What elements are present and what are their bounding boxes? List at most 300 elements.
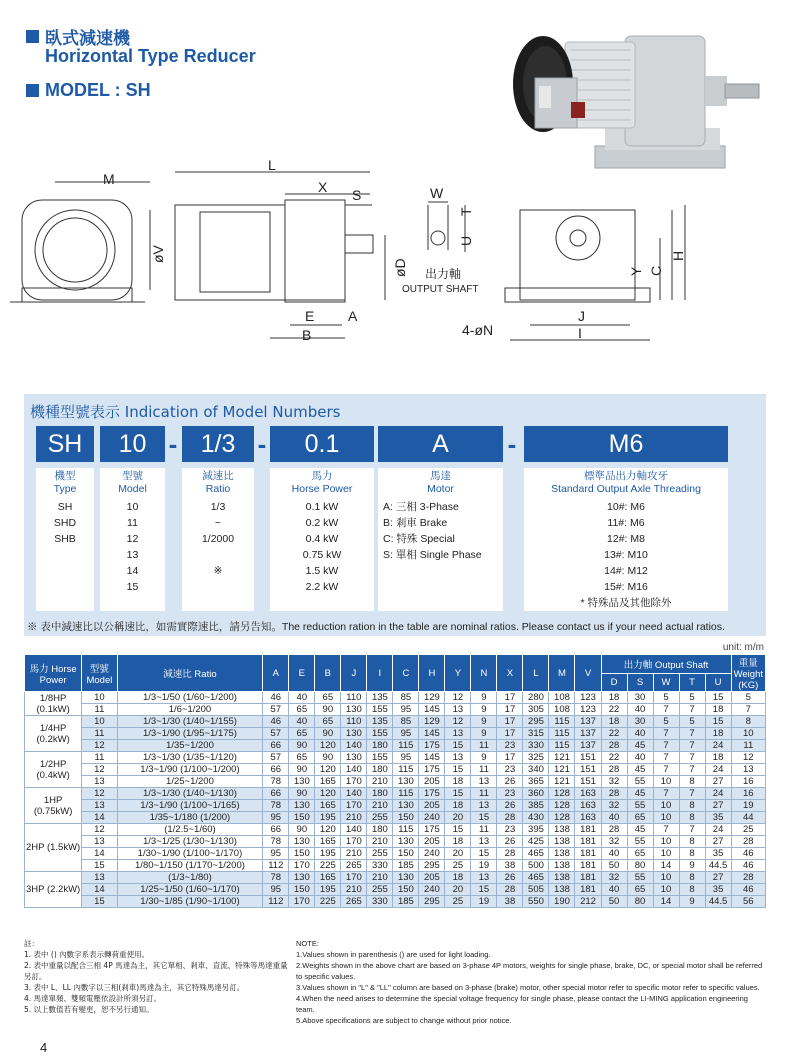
value-cell: 7 xyxy=(653,728,679,740)
value-cell: 180 xyxy=(367,764,393,776)
value-cell: 7 xyxy=(653,740,679,752)
value-cell: 180 xyxy=(367,740,393,752)
value-cell: 18 xyxy=(705,752,731,764)
value-cell: 155 xyxy=(367,704,393,716)
code-dash-2: - xyxy=(257,428,267,459)
value-cell: 138 xyxy=(549,836,575,848)
value-cell: 137 xyxy=(575,728,601,740)
hp-value: 0.1 kW xyxy=(305,501,339,513)
value-cell: 165 xyxy=(315,836,341,848)
value-cell: 175 xyxy=(419,824,445,836)
table-row xyxy=(25,812,766,824)
value-cell: 18 xyxy=(601,716,627,728)
value-cell: 19 xyxy=(471,896,497,908)
col-motor-zh: 馬達 xyxy=(430,470,451,482)
ratio-note: ※ 表中減速比以公稱速比，如需實際速比，請另告知。The reduction ration in the table are nominal ratios. Please contact us if your need actual ratios. xyxy=(27,621,725,633)
value-cell: 90 xyxy=(289,824,315,836)
value-cell: 95 xyxy=(393,704,419,716)
value-cell: 130 xyxy=(341,728,367,740)
dim-label-m: M xyxy=(103,171,115,187)
value-cell: 46 xyxy=(731,884,765,896)
value-cell: 27 xyxy=(705,776,731,788)
value-cell: 28 xyxy=(601,824,627,836)
code-threading: M6 xyxy=(524,426,728,462)
title-zh: 臥式減速機 xyxy=(45,29,130,49)
th-dim: C xyxy=(393,655,419,692)
value-cell: 28 xyxy=(731,872,765,884)
ratio-cell: 1/80~1/150 (1/170~1/200) xyxy=(117,860,263,872)
ratio-cell: 1/35~1/180 (1/200) xyxy=(117,812,263,824)
dim-label-l: L xyxy=(268,160,276,173)
type-value: SHB xyxy=(54,533,76,545)
value-cell: 190 xyxy=(549,896,575,908)
value-cell: 35 xyxy=(705,848,731,860)
value-cell: 155 xyxy=(367,752,393,764)
model-value: 11 xyxy=(127,517,138,529)
value-cell: 18 xyxy=(705,728,731,740)
motor-value: C: 特殊 Special xyxy=(383,533,455,545)
value-cell: 170 xyxy=(341,776,367,788)
code-dash-3: - xyxy=(507,428,517,459)
th-ratio: 減速比 Ratio xyxy=(117,655,263,692)
code-model: 10 xyxy=(100,426,165,462)
dim-label-e: E xyxy=(305,308,315,324)
th-shaft: S xyxy=(627,674,653,692)
value-cell: 395 xyxy=(523,824,549,836)
value-cell: 130 xyxy=(289,872,315,884)
value-cell: 16 xyxy=(731,788,765,800)
value-cell: 150 xyxy=(289,848,315,860)
value-cell: 175 xyxy=(419,764,445,776)
value-cell: 9 xyxy=(471,704,497,716)
value-cell: 115 xyxy=(393,764,419,776)
model-label: MODEL : SH xyxy=(45,80,151,100)
value-cell: 240 xyxy=(419,884,445,896)
table-row xyxy=(25,704,766,716)
value-cell: 13 xyxy=(471,776,497,788)
value-cell: 90 xyxy=(289,788,315,800)
code-ratio: 1/3 xyxy=(182,426,254,462)
th-dim: Y xyxy=(445,655,471,692)
note-zh-line: 3. 表中 L、LL 內數字以三相(剎車)馬達為主，其它特殊馬達另訂。 xyxy=(24,983,245,992)
th-model: 型號 Model xyxy=(82,655,117,692)
note-en-line: 4.When the need arises to determine the special voltage frequency for single phase, please contact the LI-MING application engineering team. xyxy=(296,994,748,1014)
value-cell: 32 xyxy=(601,776,627,788)
value-cell: 80 xyxy=(627,860,653,872)
value-cell: 195 xyxy=(315,848,341,860)
value-cell: 210 xyxy=(367,776,393,788)
value-cell: 23 xyxy=(497,824,523,836)
value-cell: 180 xyxy=(367,824,393,836)
value-cell: 22 xyxy=(601,728,627,740)
col-ratio-zh: 減速比 xyxy=(202,470,234,482)
unit-label: unit: m/m xyxy=(722,642,764,653)
value-cell: 13 xyxy=(471,836,497,848)
note-zh-line: 4. 馬達單頻、雙頻電壓依設計所須另訂。 xyxy=(24,994,162,1003)
value-cell: 80 xyxy=(627,896,653,908)
value-cell: 120 xyxy=(315,740,341,752)
value-cell: 170 xyxy=(341,836,367,848)
hp-value: 2.2 kW xyxy=(305,581,339,593)
value-cell: 46 xyxy=(263,692,289,704)
value-cell: 255 xyxy=(367,884,393,896)
value-cell: 65 xyxy=(627,812,653,824)
dim-label-u: U xyxy=(458,235,474,246)
value-cell: 65 xyxy=(289,704,315,716)
thread-value: 14#: M12 xyxy=(604,565,648,577)
value-cell: 210 xyxy=(367,800,393,812)
col-hp-zh: 馬力 xyxy=(311,470,333,482)
value-cell: 25 xyxy=(445,896,471,908)
value-cell: 165 xyxy=(315,776,341,788)
model-cell: 12 xyxy=(82,764,117,776)
hp-cell: 2HP (1.5kW) xyxy=(25,824,82,872)
value-cell: 15 xyxy=(471,812,497,824)
note-zh-line: 2. 表中重量以配合三相 4P 馬達為主，其它單相、剎車、直流、特殊等馬達重量另訂。 xyxy=(24,961,288,981)
value-cell: 65 xyxy=(627,884,653,896)
model-value: 10 xyxy=(126,501,139,513)
value-cell: 150 xyxy=(393,884,419,896)
table-row xyxy=(25,872,766,884)
value-cell: 130 xyxy=(341,704,367,716)
value-cell: 90 xyxy=(289,764,315,776)
value-cell: 130 xyxy=(393,872,419,884)
th-dim: X xyxy=(497,655,523,692)
value-cell: 110 xyxy=(341,692,367,704)
dim-label-t: T xyxy=(458,207,474,216)
hp-cell: 1/8HP (0.1kW) xyxy=(25,692,82,716)
value-cell: 130 xyxy=(393,800,419,812)
dim-label-i: I xyxy=(578,325,582,341)
th-shaft: D xyxy=(601,674,627,692)
th-dim: H xyxy=(419,655,445,692)
note-en-line: 1.Values shown in parenthesis () are used for light loading. xyxy=(296,950,491,959)
value-cell: 205 xyxy=(419,836,445,848)
th-shaft: T xyxy=(679,674,705,692)
dim-label-a: A xyxy=(348,308,358,324)
value-cell: 121 xyxy=(549,764,575,776)
code-type: SH xyxy=(36,426,94,462)
value-cell: 16 xyxy=(731,776,765,788)
value-cell: 7 xyxy=(679,728,705,740)
value-cell: 28 xyxy=(601,788,627,800)
value-cell: 23 xyxy=(497,740,523,752)
th-dim: E xyxy=(289,655,315,692)
value-cell: 181 xyxy=(575,860,601,872)
value-cell: 32 xyxy=(601,800,627,812)
value-cell: 145 xyxy=(419,728,445,740)
col-ratio xyxy=(182,468,254,611)
ratio-value: 1/2000 xyxy=(201,533,235,545)
value-cell: 23 xyxy=(497,788,523,800)
value-cell: 14 xyxy=(653,860,679,872)
ratio-cell: 1/30~1/85 (1/90~1/100) xyxy=(117,896,263,908)
value-cell: 7 xyxy=(653,788,679,800)
value-cell: 8 xyxy=(679,836,705,848)
title-en: Horizontal Type Reducer xyxy=(45,46,256,66)
value-cell: 138 xyxy=(549,824,575,836)
value-cell: 295 xyxy=(523,716,549,728)
table-row xyxy=(25,728,766,740)
table-row xyxy=(25,836,766,848)
model-cell: 12 xyxy=(82,740,117,752)
value-cell: 45 xyxy=(627,824,653,836)
value-cell: 46 xyxy=(263,716,289,728)
dim-label-d: øD xyxy=(392,258,408,277)
value-cell: 8 xyxy=(679,872,705,884)
value-cell: 40 xyxy=(627,752,653,764)
value-cell: 40 xyxy=(627,704,653,716)
hp-cell: 1HP (0.75kW) xyxy=(25,788,82,824)
value-cell: 66 xyxy=(263,788,289,800)
value-cell: 205 xyxy=(419,800,445,812)
col-type xyxy=(36,468,94,611)
model-square-icon xyxy=(26,84,39,97)
code-horse-power: 0.1 xyxy=(270,426,374,462)
value-cell: 181 xyxy=(575,872,601,884)
value-cell: 108 xyxy=(549,704,575,716)
value-cell: 85 xyxy=(393,716,419,728)
value-cell: 210 xyxy=(367,872,393,884)
value-cell: 19 xyxy=(471,860,497,872)
value-cell: 9 xyxy=(679,896,705,908)
value-cell: 7 xyxy=(679,788,705,800)
value-cell: 95 xyxy=(393,752,419,764)
thread-note: * 特殊品及其他除外 xyxy=(580,597,672,609)
table-row xyxy=(25,740,766,752)
value-cell: 11 xyxy=(471,824,497,836)
col-model-en: Model xyxy=(118,483,147,495)
value-cell: 13 xyxy=(731,764,765,776)
model-cell: 14 xyxy=(82,812,117,824)
value-cell: 8 xyxy=(679,776,705,788)
value-cell: 165 xyxy=(315,872,341,884)
value-cell: 140 xyxy=(341,824,367,836)
ratio-cell: 1/3~1/90 (1/100~1/165) xyxy=(117,800,263,812)
value-cell: 205 xyxy=(419,776,445,788)
value-cell: 5 xyxy=(653,716,679,728)
value-cell: 8 xyxy=(679,884,705,896)
value-cell: 11 xyxy=(731,740,765,752)
value-cell: 305 xyxy=(523,704,549,716)
model-cell: 14 xyxy=(82,848,117,860)
value-cell: 85 xyxy=(393,692,419,704)
value-cell: 120 xyxy=(315,764,341,776)
ratio-cell: 1/3~1/30 (1/35~1/120) xyxy=(117,752,263,764)
value-cell: 10 xyxy=(653,836,679,848)
value-cell: 55 xyxy=(627,872,653,884)
model-cell: 10 xyxy=(82,692,117,704)
ratio-cell: 1/30~1/90 (1/100~1/170) xyxy=(117,848,263,860)
ratio-cell: 1/3~1/30 (1/40~1/155) xyxy=(117,716,263,728)
model-value: 15 xyxy=(126,581,139,593)
thread-value: 13#: M10 xyxy=(604,549,648,561)
value-cell: 78 xyxy=(263,872,289,884)
th-dim: I xyxy=(367,655,393,692)
value-cell: 17 xyxy=(497,704,523,716)
value-cell: 32 xyxy=(601,872,627,884)
value-cell: 66 xyxy=(263,824,289,836)
value-cell: 165 xyxy=(315,800,341,812)
value-cell: 44.5 xyxy=(705,860,731,872)
value-cell: 7 xyxy=(653,752,679,764)
value-cell: 195 xyxy=(315,812,341,824)
value-cell: 123 xyxy=(575,692,601,704)
value-cell: 330 xyxy=(523,740,549,752)
value-cell: 13 xyxy=(445,728,471,740)
value-cell: 210 xyxy=(341,812,367,824)
table-row xyxy=(25,860,766,872)
table-row xyxy=(25,800,766,812)
value-cell: 40 xyxy=(601,812,627,824)
value-cell: 90 xyxy=(315,752,341,764)
value-cell: 57 xyxy=(263,704,289,716)
value-cell: 28 xyxy=(497,848,523,860)
value-cell: 78 xyxy=(263,776,289,788)
value-cell: 55 xyxy=(627,836,653,848)
hp-cell: 1/4HP (0.2kW) xyxy=(25,716,82,752)
type-value: SHD xyxy=(53,517,77,529)
value-cell: 550 xyxy=(523,896,549,908)
thread-value: 15#: M16 xyxy=(604,581,648,593)
model-row xyxy=(26,80,151,101)
ratio-cell: (1/3~1/80) xyxy=(117,872,263,884)
dim-label-v: øV xyxy=(150,245,166,263)
note-en-line: NOTE: xyxy=(296,939,319,948)
ratio-cell: 1/25~1/50 (1/60~1/170) xyxy=(117,884,263,896)
value-cell: 15 xyxy=(445,740,471,752)
value-cell: 28 xyxy=(731,836,765,848)
dimension-drawing xyxy=(0,160,790,360)
value-cell: 18 xyxy=(445,872,471,884)
dim-label-x: X xyxy=(318,179,328,195)
ratio-value xyxy=(182,547,254,563)
value-cell: 212 xyxy=(575,896,601,908)
model-cell: 11 xyxy=(82,704,117,716)
ratio-cell: 1/3~1/90 (1/100~1/200) xyxy=(117,764,263,776)
value-cell: 15 xyxy=(471,848,497,860)
table-row xyxy=(25,824,766,836)
value-cell: 10 xyxy=(653,812,679,824)
value-cell: 28 xyxy=(497,884,523,896)
col-horse-power xyxy=(270,468,374,611)
value-cell: 8 xyxy=(679,812,705,824)
value-cell: 95 xyxy=(263,848,289,860)
value-cell: 128 xyxy=(549,812,575,824)
note-en-line: 5.Above specifications are subject to change without prior notice. xyxy=(296,1016,512,1025)
value-cell: 7 xyxy=(679,740,705,752)
value-cell: 128 xyxy=(549,788,575,800)
value-cell: 50 xyxy=(601,896,627,908)
value-cell: 365 xyxy=(523,776,549,788)
value-cell: 138 xyxy=(549,872,575,884)
notes-en xyxy=(296,938,766,1026)
value-cell: 26 xyxy=(497,800,523,812)
value-cell: 27 xyxy=(705,836,731,848)
value-cell: 138 xyxy=(549,848,575,860)
value-cell: 210 xyxy=(341,848,367,860)
value-cell: 265 xyxy=(341,896,367,908)
value-cell: 135 xyxy=(367,692,393,704)
value-cell: 12 xyxy=(445,716,471,728)
table-row xyxy=(25,764,766,776)
dim-label-w: W xyxy=(430,185,444,201)
dim-label-n: 4-øN xyxy=(462,322,494,338)
value-cell: 8 xyxy=(731,716,765,728)
th-dim: M xyxy=(549,655,575,692)
value-cell: 40 xyxy=(601,884,627,896)
value-cell: 175 xyxy=(419,788,445,800)
value-cell: 28 xyxy=(601,764,627,776)
value-cell: 115 xyxy=(549,740,575,752)
dim-label-h: H xyxy=(670,250,686,261)
value-cell: 138 xyxy=(549,884,575,896)
note-en-line: 3.Values shown in "L" & "LL" column are based on 3-phase (brake) motor, other special motor refer to specific motor refer to specific values. xyxy=(296,983,760,992)
note-zh-line: 5. 以上數值若有變更，恕不另行通知。 xyxy=(24,1005,154,1014)
table-row xyxy=(25,896,766,908)
spec-table xyxy=(24,654,766,908)
value-cell: 65 xyxy=(315,716,341,728)
value-cell: 66 xyxy=(263,764,289,776)
value-cell: 35 xyxy=(705,812,731,824)
value-cell: 225 xyxy=(315,860,341,872)
value-cell: 150 xyxy=(289,812,315,824)
value-cell: 24 xyxy=(705,788,731,800)
value-cell: 65 xyxy=(289,752,315,764)
value-cell: 27 xyxy=(705,800,731,812)
value-cell: 135 xyxy=(367,716,393,728)
table-row xyxy=(25,692,766,704)
value-cell: 90 xyxy=(315,704,341,716)
value-cell: 295 xyxy=(419,896,445,908)
model-cell: 11 xyxy=(82,728,117,740)
value-cell: 430 xyxy=(523,812,549,824)
value-cell: 40 xyxy=(289,716,315,728)
value-cell: 8 xyxy=(679,800,705,812)
value-cell: 26 xyxy=(497,872,523,884)
model-cell: 15 xyxy=(82,896,117,908)
value-cell: 45 xyxy=(627,740,653,752)
value-cell: 195 xyxy=(315,884,341,896)
value-cell: 40 xyxy=(289,692,315,704)
value-cell: 57 xyxy=(263,752,289,764)
value-cell: 140 xyxy=(341,788,367,800)
col-thread-zh: 標準品出力軸攻牙 xyxy=(584,470,668,482)
ratio-cell: 1/25~1/200 xyxy=(117,776,263,788)
value-cell: 145 xyxy=(419,752,445,764)
value-cell: 45 xyxy=(627,764,653,776)
value-cell: 10 xyxy=(731,728,765,740)
value-cell: 130 xyxy=(289,836,315,848)
model-value: 12 xyxy=(126,533,139,545)
value-cell: 210 xyxy=(367,836,393,848)
value-cell: 10 xyxy=(653,800,679,812)
value-cell: 340 xyxy=(523,764,549,776)
value-cell: 55 xyxy=(627,800,653,812)
output-shaft-zh: 出力軸 xyxy=(425,267,462,281)
value-cell: 46 xyxy=(731,860,765,872)
value-cell: 155 xyxy=(367,728,393,740)
notes-zh xyxy=(24,938,294,1015)
col-type-zh: 機型 xyxy=(54,470,76,482)
col-threading xyxy=(524,468,728,611)
value-cell: 13 xyxy=(471,872,497,884)
value-cell: 12 xyxy=(731,752,765,764)
value-cell: 5 xyxy=(653,692,679,704)
value-cell: 170 xyxy=(289,896,315,908)
value-cell: 44.5 xyxy=(705,896,731,908)
model-cell: 14 xyxy=(82,884,117,896)
